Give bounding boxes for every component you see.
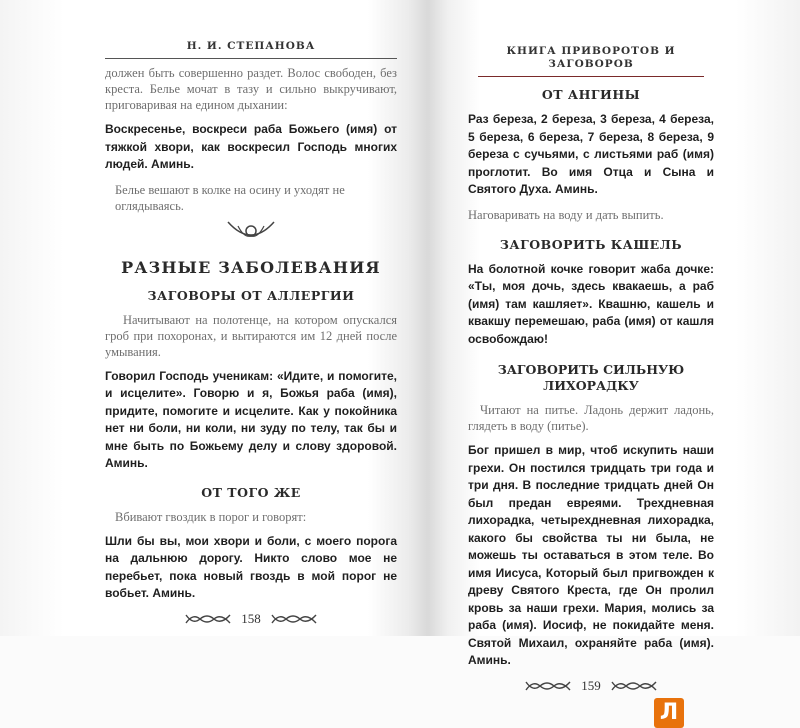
prayer-text: На болотной кочке говорит жаба дочке: «Ты, моя дочь, здесь квакаешь, а раб (имя) там кашляет». Квашню, кашель и квакшу перемешаю, раба (имя) от кашля освобождаю! [468, 261, 714, 346]
paragraph: Читают на питье. Ладонь держит ладонь, глядеть в воду (питье). [468, 403, 714, 433]
page-footer-right [468, 678, 714, 694]
chapter-title: РАЗНЫЕ ЗАБОЛЕВАНИЯ [121, 257, 381, 277]
prayer-text: Бог пришел в мир, чтоб искупить наши грехи. Он постился тридцать три года и три дня. В последние тридцать дней Он был предан евреями. Трехдневная лихорадка, четырехдневная лихорадка, какого бы свойства ты ни была, не можешь ты оставаться в этом теле. Во имя Иисуса, Который был пригвожден к древу Святого Креста, где Он пролил кровь за наши грехи. Мария, молись за раба (имя). Иосиф, не покидайте меня. Святой Михаил, охраняйте раба (имя). Аминь. [468, 443, 714, 667]
paragraph: Наговаривать на воду и дать выпить. [468, 207, 664, 222]
right-page [468, 45, 714, 728]
prayer-text: Говорил Господь ученикам: «Идите, и помогите, и исцелите». Говорю и я, Божья раба (имя), придите, помогите и исцелите. Как у покойника нет ни боли, ни коли, ни зуду по телу, так бы и мне быть по Божьему делу и слову здоровой. Аминь. [105, 368, 397, 470]
running-head-left: Н. И. СТЕПАНОВА [105, 40, 397, 59]
section-title: ОТ АНГИНЫ [541, 87, 641, 102]
left-page [105, 40, 397, 627]
page-number: 158 [241, 610, 261, 626]
ornament-icon [226, 218, 276, 244]
running-head-right: КНИГА ПРИВОРОТОВ И ЗАГОВОРОВ [478, 45, 704, 77]
prayer-text: Раз береза, 2 береза, 3 береза, 4 береза, 5 береза, 6 береза, 7 береза, 8 береза, 9 береза с сучьями, с листьями раб (имя) проглотит. Во имя Отца и Сына и Святого Духа. Аминь. [468, 112, 714, 196]
ornament-icon [611, 679, 657, 693]
prayer-text: Шли бы вы, мои хвори и боли, с моего порога на дальнюю дорогу. Никто слово мое не перебьет, пока новый гвоздь в мой порог не вобьет. Аминь. [105, 533, 397, 600]
prayer-text: Воскресенье, воскреси раба Божьего (имя) от тяжкой хвори, как воскресил Господь многих людей. Аминь. [105, 122, 397, 171]
section-title: ОТ ТОГО ЖЕ [201, 484, 301, 500]
page-footer-left [105, 611, 397, 627]
paragraph: Вбивают гвоздик в порог и говорят: [115, 509, 307, 524]
section-title: ЗАГОВОРИТЬ СИЛЬНУЮ ЛИХОРАДКУ [497, 362, 685, 393]
ornament-icon [525, 679, 571, 693]
paragraph: должен быть совершенно раздет. Волос свободен, без креста. Белье мочат в тазу и сильно выкручивают, приговаривая на едином дыхании: [105, 66, 397, 112]
paragraph: Начитывают на полотенце, на котором опускался гроб при похоронах, и вытираются им 12 дней после умывания. [105, 312, 397, 359]
section-title: ЗАГОВОРИТЬ КАШЕЛЬ [499, 236, 683, 252]
publisher-logo: Л [654, 698, 684, 728]
ornament-icon [271, 612, 317, 626]
page-number: 159 [581, 677, 601, 693]
ornament-icon [185, 612, 231, 626]
section-title: ЗАГОВОРЫ ОТ АЛЛЕРГИИ [147, 287, 355, 303]
paragraph: Белье вешают в колке на осину и уходят не оглядываясь. [115, 182, 345, 213]
